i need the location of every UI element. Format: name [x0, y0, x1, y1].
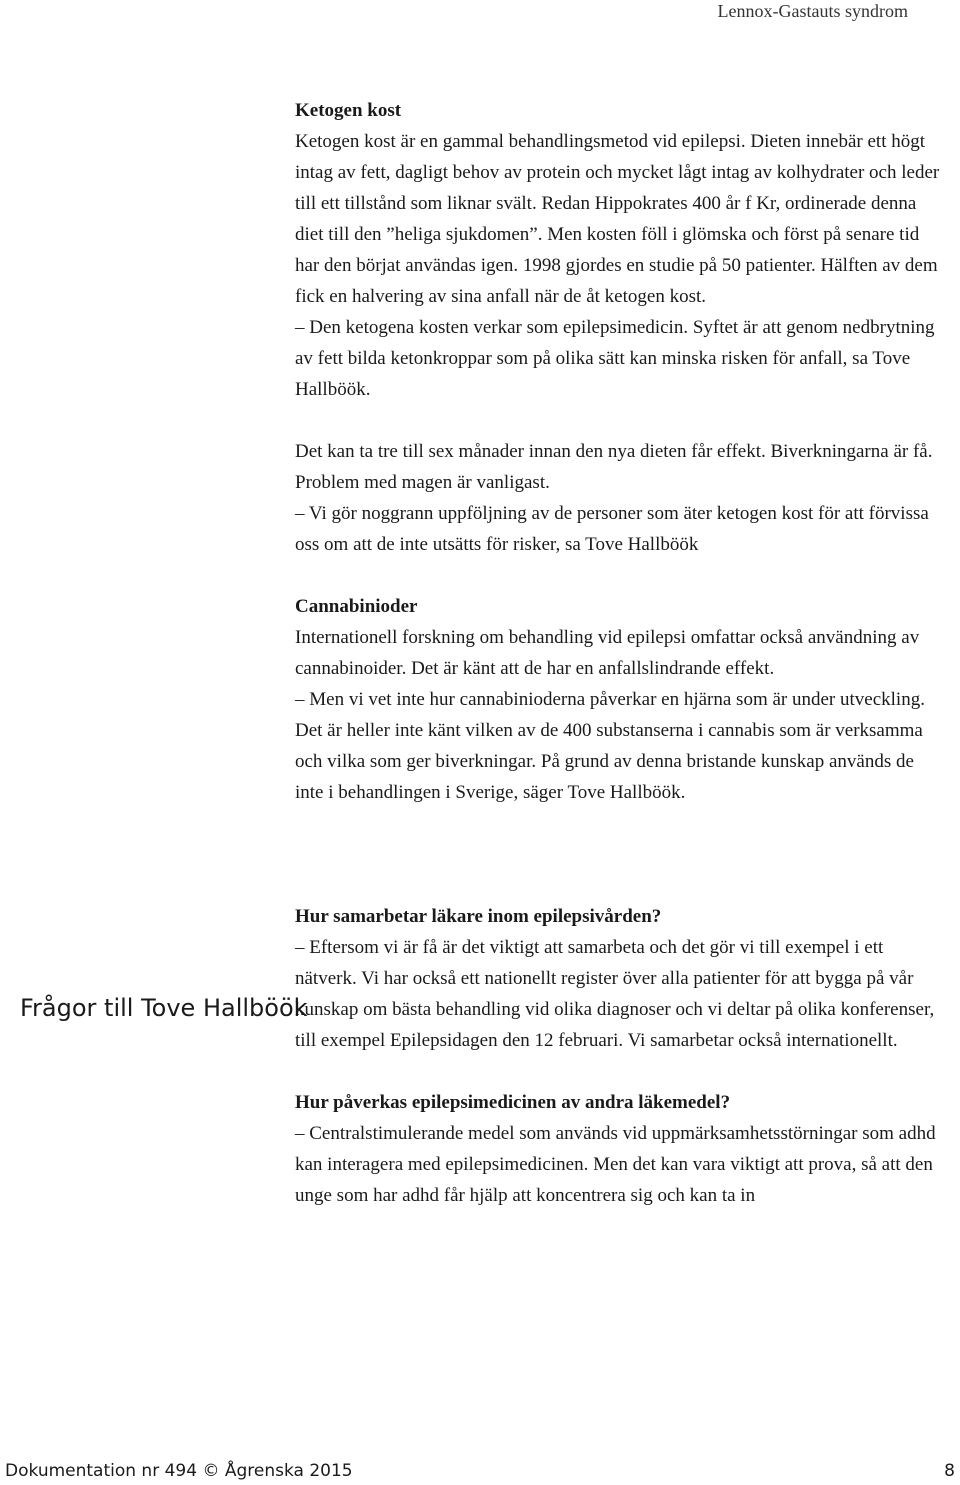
section-gap [295, 808, 940, 901]
answer-2: – Centralstimulerande medel som används vid uppmärksamhetsstörningar som adhd kan interagera med epilepsimedicinen. Men det kan vara viktigt att prova, så att den unge som har adhd får hjälp att koncentrera sig och kan ta in [295, 1123, 936, 1206]
paragraph-gap [295, 1056, 940, 1087]
question-2: Hur påverkas epilepsimedicinen av andra läkemedel? [295, 1092, 731, 1113]
footer-publication: Dokumentation nr 494 © Ågrenska 2015 [5, 1461, 353, 1481]
ketogen-paragraph-2: Det kan ta tre till sex månader innan den nya dieten får effekt. Biverkningarna är få. Problem med magen är vanligast. [295, 441, 933, 493]
heading-cannabinioder: Cannabinioder [295, 596, 418, 617]
running-header: Lennox-Gastauts syndrom [717, 1, 908, 21]
answer-1: – Eftersom vi är få är det viktigt att samarbeta och det gör vi till exempel i ett nätverk. Vi har också ett nationellt register över alla patienter för att bygga på vår kunskap om bästa behandling vid olika diagnoser och vi deltar på olika konferenser, till exempel Epilepsidagen den 12 februari. Vi samarbetar också internationellt. [295, 937, 935, 1051]
ketogen-quote-2: – Vi gör noggrann uppföljning av de personer som äter ketogen kost för att förvissa oss om att de inte utsätts för risker, sa Tove Hallböök [295, 503, 929, 555]
page-number: 8 [944, 1461, 955, 1481]
side-heading-questions: Frågor till Tove Hallböök [20, 994, 308, 1022]
question-1: Hur samarbetar läkare inom epilepsivården? [295, 906, 662, 927]
cannabis-quote: – Men vi vet inte hur cannabinioderna påverkar en hjärna som är under utveckling. Det är heller inte känt vilken av de 400 substanserna i cannabis som är verksamma och vilka som ger biverkningar. På grund av denna bristande kunskap används de inte i behandlingen i Sverige, säger Tove Hallböök. [295, 689, 925, 803]
paragraph-gap [295, 560, 940, 591]
paragraph-gap [295, 405, 940, 436]
ketogen-paragraph-1: Ketogen kost är en gammal behandlingsmetod vid epilepsi. Dieten innebär ett högt intag av fett, dagligt behov av protein och mycket lågt intag av kolhydrater och leder till ett tillstånd som liknar svält. Redan Hippokrates 400 år f Kr, ordinerade denna diet till den ”heliga sjukdomen”. Men kosten föll i glömska och först på senare tid har den börjat användas igen. 1998 gjordes en studie på 50 patienter. Hälften av dem fick en halvering av sina anfall när de åt ketogen kost. [295, 131, 940, 307]
ketogen-quote-1: – Den ketogena kosten verkar som epilepsimedicin. Syftet är att genom nedbrytning av fett bilda ketonkroppar som på olika sätt kan minska risken för anfall, sa Tove Hallböök. [295, 317, 935, 400]
cannabis-paragraph-1: Internationell forskning om behandling vid epilepsi omfattar också användning av cannabinoider. Det är känt att de har en anfallslindrande effekt. [295, 627, 920, 679]
heading-ketogen-kost: Ketogen kost [295, 100, 402, 121]
page-footer [5, 1460, 955, 1482]
main-column [295, 95, 940, 1211]
